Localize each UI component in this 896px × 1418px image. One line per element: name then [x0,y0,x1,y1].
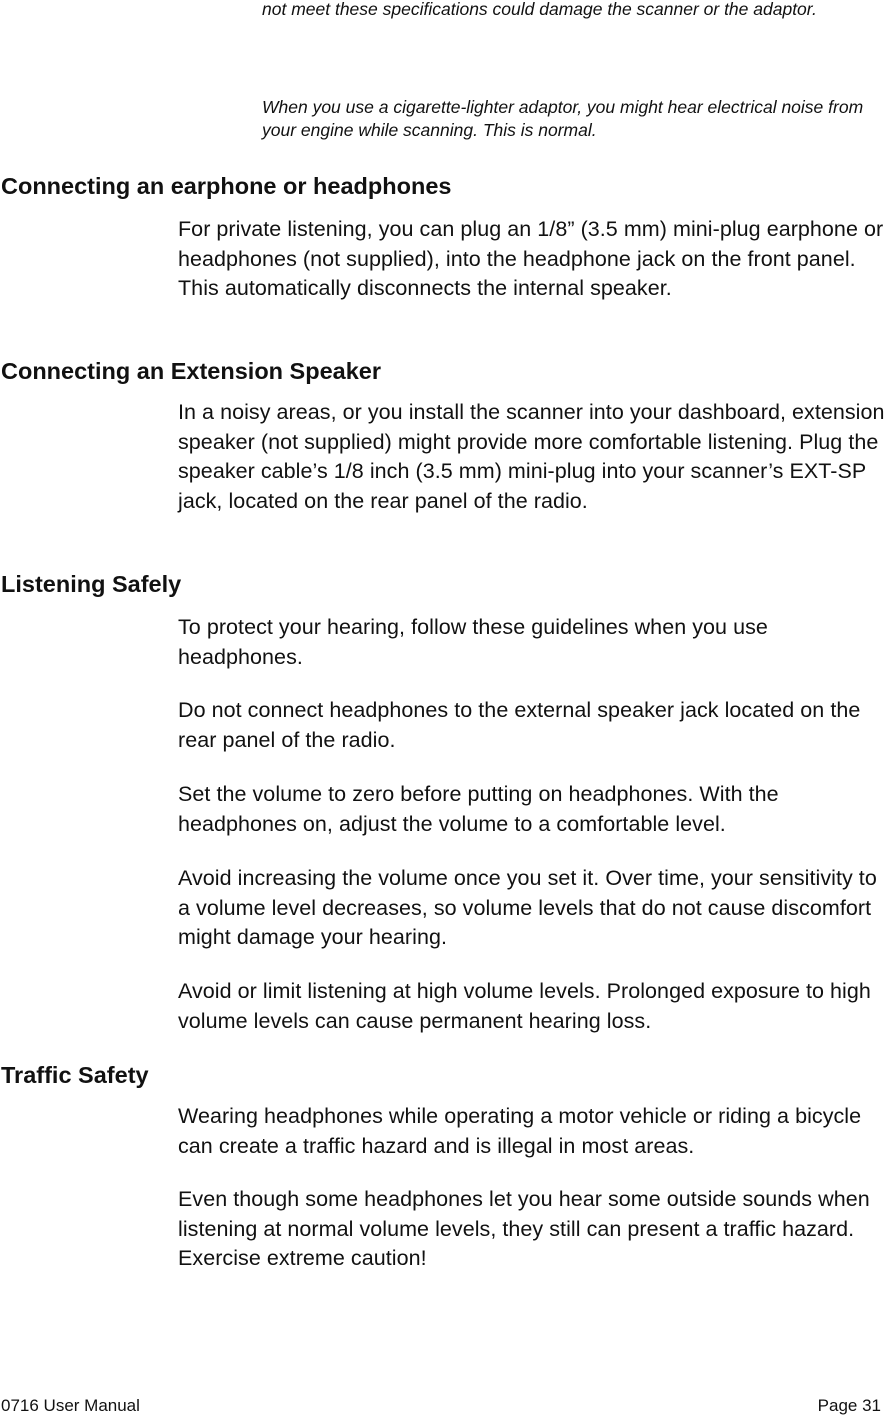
paragraph-earphone: For private listening, you can plug an 1/8” (3.5 mm) mini-plug earphone or headphones (not supplied), into the headphone jack on the front panel. This automatically disconnects the internal speaker. [178,217,884,300]
heading-extension-speaker: Connecting an Extension Speaker [1,358,382,384]
paragraph-listening-5: Avoid or limit listening at high volume levels. Prolonged exposure to high volume levels can cause permanent hearing loss. [178,979,871,1033]
note-specifications: not meet these specifications could damage the scanner or the adaptor. [262,0,817,19]
paragraph-listening-4: Avoid increasing the volume once you set it. Over time, your sensitivity to a volume level decreases, so volume levels that do not cause discomfort might damage your hearing. [178,866,877,949]
footer-page-number: Page 31 [817,1396,881,1415]
heading-listening-safely: Listening Safely [1,571,182,597]
heading-connecting-earphone: Connecting an earphone or headphones [1,173,452,199]
paragraph-listening-3: Set the volume to zero before putting on headphones. With the headphones on, adjust the volume to a comfortable level. [178,782,779,836]
note-cigarette-adaptor: When you use a cigarette-lighter adaptor, you might hear electrical noise from your engine while scanning. This is normal. [262,97,864,140]
paragraph-extension-speaker: In a noisy areas, or you install the scanner into your dashboard, extension speaker (not supplied) might provide more comfortable listening. Plug the speaker cable’s 1/8 inch (3.5 mm) mini-plug into your scanner’s EXT-SP jack, located on the rear panel of the radio. [178,400,885,513]
footer-manual-title: 0716 User Manual [1,1396,140,1415]
paragraph-traffic-2: Even though some headphones let you hear some outside sounds when listening at normal volume levels, they still can present a traffic hazard. Exercise extreme caution! [178,1187,870,1270]
heading-traffic-safety: Traffic Safety [1,1062,149,1088]
paragraph-traffic-1: Wearing headphones while operating a motor vehicle or riding a bicycle can create a traffic hazard and is illegal in most areas. [178,1104,862,1158]
paragraph-listening-2: Do not connect headphones to the external speaker jack located on the rear panel of the radio. [178,698,861,752]
paragraph-listening-1: To protect your hearing, follow these guidelines when you use headphones. [178,615,768,669]
